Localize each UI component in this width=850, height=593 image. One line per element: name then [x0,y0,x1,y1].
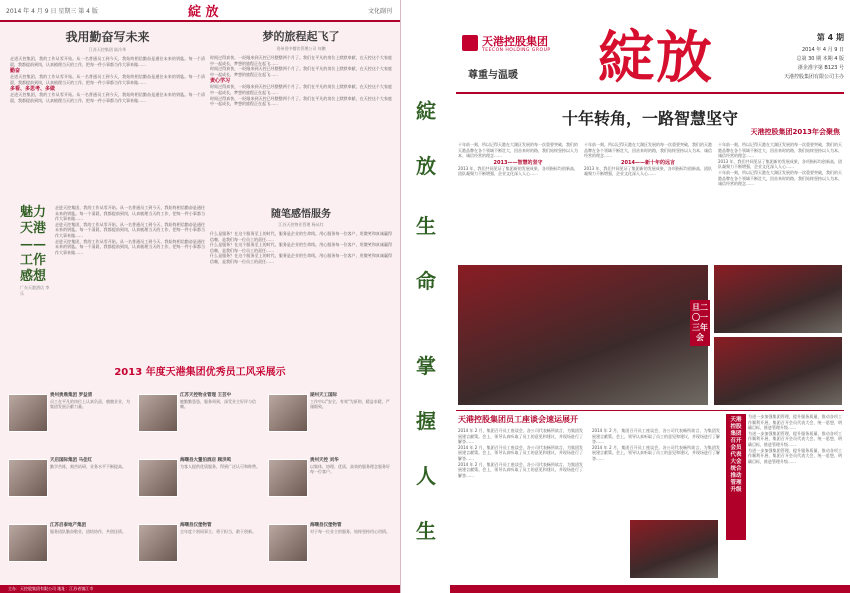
article-service-body-3: 什么是服务？在这个服务至上的时代，服务是企业的生命线。用心服务每一位客户，用微笑和真诚赢得信赖，是我们每一位员工的责任…… [210,253,392,264]
profile-name: 江苏天控物业管理 王芸中 [180,393,232,398]
article-conference-body-3: 为进一步加强集团管理，提升服务质量，推动各项工作顺利开展，集团召开会员代表大会，统一思想，明确目标，推进管理升级…… [748,447,842,464]
meeting-photo [630,520,718,578]
profile-name: 天启国际集团 马佳红 [50,458,93,463]
spine-char: 綻 [416,99,436,123]
left-footer [0,585,400,593]
lead-photo-2 [714,265,842,333]
profile-name: 贵州贵鼎集团 罗益清 [50,393,93,398]
profile-card [8,455,132,503]
article-service-byline: 江苏天控物业管理 杨从红 [278,222,324,227]
lead-body-7: 十年前一刻，所以记得天港在大湖区发展的每一次重要突破，我们的天港品牌在各个领域不断壮大，回首来时的路，我们始终坚持以人为本、诚信经营的理念…… [718,169,842,187]
profile-photo [138,459,178,497]
issue-date: 2014 年 4 月 9 日 [801,47,844,53]
center-spine [400,0,452,593]
article-service [210,205,392,265]
article-diligence-subhead: 勤奋 [10,68,21,75]
article-dream-body-4: 时间过得真快，一眨眼来到天控已经整整两个月了。我们在平凡的岗位上默默奉献，在天控这个大家庭中一起成长，梦想的旅程正在起飞…… [210,95,392,107]
company-name-en: TEECON HOLDING GROUP [482,48,551,53]
article-staff-meeting-body: 2014 年 2 月，集团召开员工座谈会，各公司代表畅所欲言，为集团发展建言献策。会上，领导认真听取了员工的意见和建议，并现场进行了解答…… [458,428,583,445]
profile-card [138,455,262,503]
issue-permit: 浙企准字第 B123 号 [797,65,844,71]
spine-char: 掌 [416,354,436,378]
header-rule [456,92,844,94]
company-name-cn: 天港控股集团 [482,35,548,48]
lead-subtitle: 天港控股集团2013年会聚焦 [750,128,840,136]
profile-desc: 对于每一位业主的服务，始终坚持用心用情。 [310,529,390,534]
profile-desc: 为客人提供优质服务，得到广泛认可和称赞。 [180,464,260,469]
article-dream-journey [210,28,392,107]
article-staff-meeting-body-2: 2014 年 2 月，集团召开员工座谈会，各公司代表畅所欲言，为集团发展建言献策。会上，领导认真听取了员工的意见和建议，并现场进行了解答…… [458,444,583,461]
lead-col-1 [458,142,578,177]
profile-photo [138,394,178,432]
article-service-title: 随笔感悟服务 [271,209,331,220]
lead-subhead-1: 2013——智慧的坚守 [493,159,543,166]
lead-body-2: 2013 年，我们共同见证了集团新的发展成果，各项指标均创新高，团队凝聚力不断增强，企业文化深入人心…… [458,165,578,177]
profile-card [138,520,262,568]
issue-total: 总第 30 期 本期 4 版 [796,56,844,62]
profile-card [268,390,392,438]
profile-photo [138,524,178,562]
profile-photo [268,524,308,562]
article-staff-meeting-body-4: 2014 年 2 月，集团召开员工座谈会，各公司代表畅所欲言，为集团发展建言献策。会上，领导认真听取了员工的意见和建议，并现场进行了解答…… [592,428,720,445]
lead-photo-main [458,265,708,405]
profile-photo [8,524,48,562]
profile-name: 海曙县汉堡物管 [180,523,212,528]
profile-card [138,390,262,438]
sidebox-work-reflection [20,205,50,360]
right-masthead: 綻放 [598,25,714,91]
profile-photo [8,394,48,432]
sidebox-body: 走进天控集团，我的工作从零开始。从一名普通员工到今天，我始终相信勤奋是通往未来的钥匙。每一个清晨，我都提前到岗，认真梳理当天的工作，把每一件小事都当作大事来做…… [55,205,205,222]
profile-card [8,520,132,568]
profile-desc: 她勤勤恳恳，服务周到，深受业主好评与信赖。 [180,399,256,409]
profile-desc: 工作中以"安全、有效"为原则，精益求精，严谨细致。 [310,399,390,409]
article-dream-byline: 贵州贵中餐饮管理公司 何鹏 [276,46,326,51]
left-page [0,0,400,593]
right-footer [450,585,850,593]
profile-desc: 勤学苦练，刻苦钻研，业务水平不断提高。 [50,464,126,469]
article-diligence-body: 走进天控集团，我的工作从零开始。从一名普通员工到今天，我始终相信勤奋是通往未来的钥匙。每一个清晨，我都提前到岗，认真梳理当天的工作，把每一件小事都当作大事来做…… [10,56,205,67]
article-staff-meeting [458,414,720,478]
profile-desc: 以集体、协理、优质、高效的服务理念服务好每一位客户。 [310,464,390,474]
article-conference-body-2: 为进一步加强集团管理，提升服务质量，推动各项工作顺利开展，集团召开会员代表大会，统一思想，明确目标，推进管理升级…… [748,430,842,447]
profile-desc: 全年度个别同事立，勇于担当，敢于创新。 [180,529,256,534]
article-diligence-subhead-2: 多看、多思考、多做 [10,86,56,93]
lead-body-3: 十年前一刻，所以记得天港在大湖区发展的每一次重要突破，我们的天港品牌在各个领域不断壮大，回首来时的路，我们始终坚持以人为本、诚信经营的理念…… [584,142,712,159]
lead-photo-3 [714,337,842,405]
article-dream-subhead: 责心学习 [210,78,231,85]
profile-name: 江苏启泰地产集团 [50,523,86,528]
article-diligence-body-3: 走进天控集团，我的工作从零开始。从一名普通员工到今天，我始终相信勤奋是通往未来的钥匙。每一个清晨，我都提前到岗，认真梳理当天的工作，把每一件小事都当作大事来做…… [10,92,205,103]
sidebox-body-3: 走进天控集团，我的工作从零开始。从一名普通员工到今天，我始终相信勤奋是通往未来的钥匙。每一个清晨，我都提前到岗，认真梳理当天的工作，把每一件小事都当作大事来做…… [55,238,205,255]
article-conference [748,414,842,464]
lead-col-3 [718,142,842,187]
profile-card [268,455,392,503]
left-masthead: 綻 放 [188,5,219,20]
left-section-name: 文化副刊 [367,8,392,15]
sidebox-title: 魅力天港——工作感想 [20,205,47,284]
issue-number: 第 4 期 [816,33,844,42]
issue-publisher: 天港控股集团有限公司主办 [783,74,844,80]
article-diligence-body-2: 走进天控集团，我的工作从零开始。从一名普通员工到今天，我始终相信勤奋是通往未来的钥匙。每一个清晨，我都提前到岗，认真梳理当天的工作，把每一件小事都当作大事来做…… [10,74,205,85]
employee-profiles [4,380,396,585]
lead-body-6: 2013 年，我们共同见证了集团新的发展成果，各项指标均创新高，团队凝聚力不断增强，企业文化深入人心…… [718,158,842,170]
article-service-body-2: 什么是服务？在这个服务至上的时代，服务是企业的生命线。用心服务每一位客户，用微笑和真诚赢得信赖，是我们每一位员工的责任…… [210,242,392,253]
profile-name: 湖州天工国际 [310,393,337,398]
left-header [0,0,400,22]
left-footer-text: 主办：天控股集团有限公司 地址：江苏省镇江市 [8,586,94,591]
lead-body-4: 2013 年，我们共同见证了集团新的发展成果，各项指标均创新高，团队凝聚力不断增强，企业文化深入人心…… [584,165,712,177]
article-sidebox-body [55,205,205,255]
profile-photo [8,459,48,497]
profile-photo [268,459,308,497]
article-conference-vertical-title: 天港控股集团召开会员代表大会统合推动管理升级 [726,414,746,540]
lead-title: 十年转角，一路智慧坚守 [561,109,738,128]
article-staff-meeting-title: 天港控股集团员工座谈会速运展开 [458,414,578,424]
article-staff-meeting-body-5: 2014 年 2 月，集团召开员工座谈会，各公司代表畅所欲言，为集团发展建言献策。会上，领导认真听取了员工的意见和建议，并现场进行了解答…… [592,444,720,461]
article-staff-meeting-body-3: 2014 年 2 月，集团召开员工座谈会，各公司代表畅所欲言，为集团发展建言献策。会上，领导认真听取了员工的意见和建议，并现场进行了解答…… [458,461,583,478]
lead-subhead-2: 2014——新十年的远言 [621,159,675,166]
spine-char: 命 [416,269,436,293]
left-issue-info: 2014 年 4 月 9 日 星期三 第 4 版 [6,8,98,15]
spine-char: 放 [416,154,436,178]
article-dream-title: 梦的旅程起飞了 [262,30,340,43]
article-diligence [10,28,205,104]
article-conference-body: 为进一步加强集团管理，提升服务质量，推动各项工作顺利开展，集团召开会员代表大会，统一思想，明确目标，推进管理升级…… [748,414,842,431]
profile-photo [268,394,308,432]
article-dream-body-3: 时间过得真快，一眨眼来到天控已经整整两个月了。我们在平凡的岗位上默默奉献，在天控这个大家庭中一起成长，梦想的旅程正在起飞…… [210,84,392,95]
article-dream-body: 时间过得真快，一眨眼来到天控已经整整两个月了。我们在平凡的岗位上默默奉献，在天控这个大家庭中一起成长，梦想的旅程正在起飞…… [210,55,392,66]
lead-body: 十年前一刻，所以记得天港在大湖区发展的每一次重要突破，我们的天港品牌在各个领域不断壮大，回首来时的路，我们始终坚持以人为本、诚信经营的理念…… [458,142,578,159]
spine-char: 生 [416,214,436,238]
profile-name: 海曙县大董伯酒店 顾洪鸣 [180,458,232,463]
spine-char: 人 [416,464,436,488]
lead-col-2 [584,142,712,177]
article-diligence-title: 我用勤奋写未来 [65,30,150,44]
section-rule [456,410,844,411]
profile-desc: 服务团队勤奋敬业，团结协作，共创佳绩。 [50,529,126,534]
article-diligence-byline: 江苏天控集团 陆冷华 [88,47,127,52]
sidebox-byline: 广东天港酒店 李乐 [20,285,50,296]
profile-name: 海曙县汉堡物管 [310,523,342,528]
right-page [450,0,850,593]
profile-card [8,390,132,438]
article-service-body: 什么是服务？在这个服务至上的时代，服务是企业的生命线。用心服务每一位客户，用微笑和真诚赢得信赖，是我们每一位员工的责任…… [210,231,392,242]
spine-char: 生 [416,519,436,543]
company-logo-icon [462,35,478,51]
lead-body-5: 十年前一刻，所以记得天港在大湖区发展的每一次重要突破，我们的天港品牌在各个领域不断壮大，回首来时的路，我们始终坚持以人为本、诚信经营的理念…… [718,142,842,159]
employee-showcase-banner: 2013 年度天港集团优秀员工风采展示 [114,367,286,378]
profile-card [268,520,392,568]
profile-desc: 员工在平凡的岗位上认真负责，兢兢业业，为集团发展贡献力量。 [50,399,130,409]
article-dream-body-2: 时间过得真快，一眨眼来到天控已经整整两个月了。我们在平凡的岗位上默默奉献，在天控这个大家庭中一起成长，梦想的旅程正在起飞…… [210,66,392,77]
lead-vertical-caption: 旦二〇一三年会 [690,300,710,346]
spine-char: 握 [416,409,436,433]
profile-name: 贵州天控 刘华 [310,458,339,463]
header-slogan: 尊重与温暖 [468,70,518,81]
sidebox-body-2: 走进天控集团，我的工作从零开始。从一名普通员工到今天，我始终相信勤奋是通往未来的钥匙。每一个清晨，我都提前到岗，认真梳理当天的工作，把每一件小事都当作大事来做…… [55,221,205,238]
